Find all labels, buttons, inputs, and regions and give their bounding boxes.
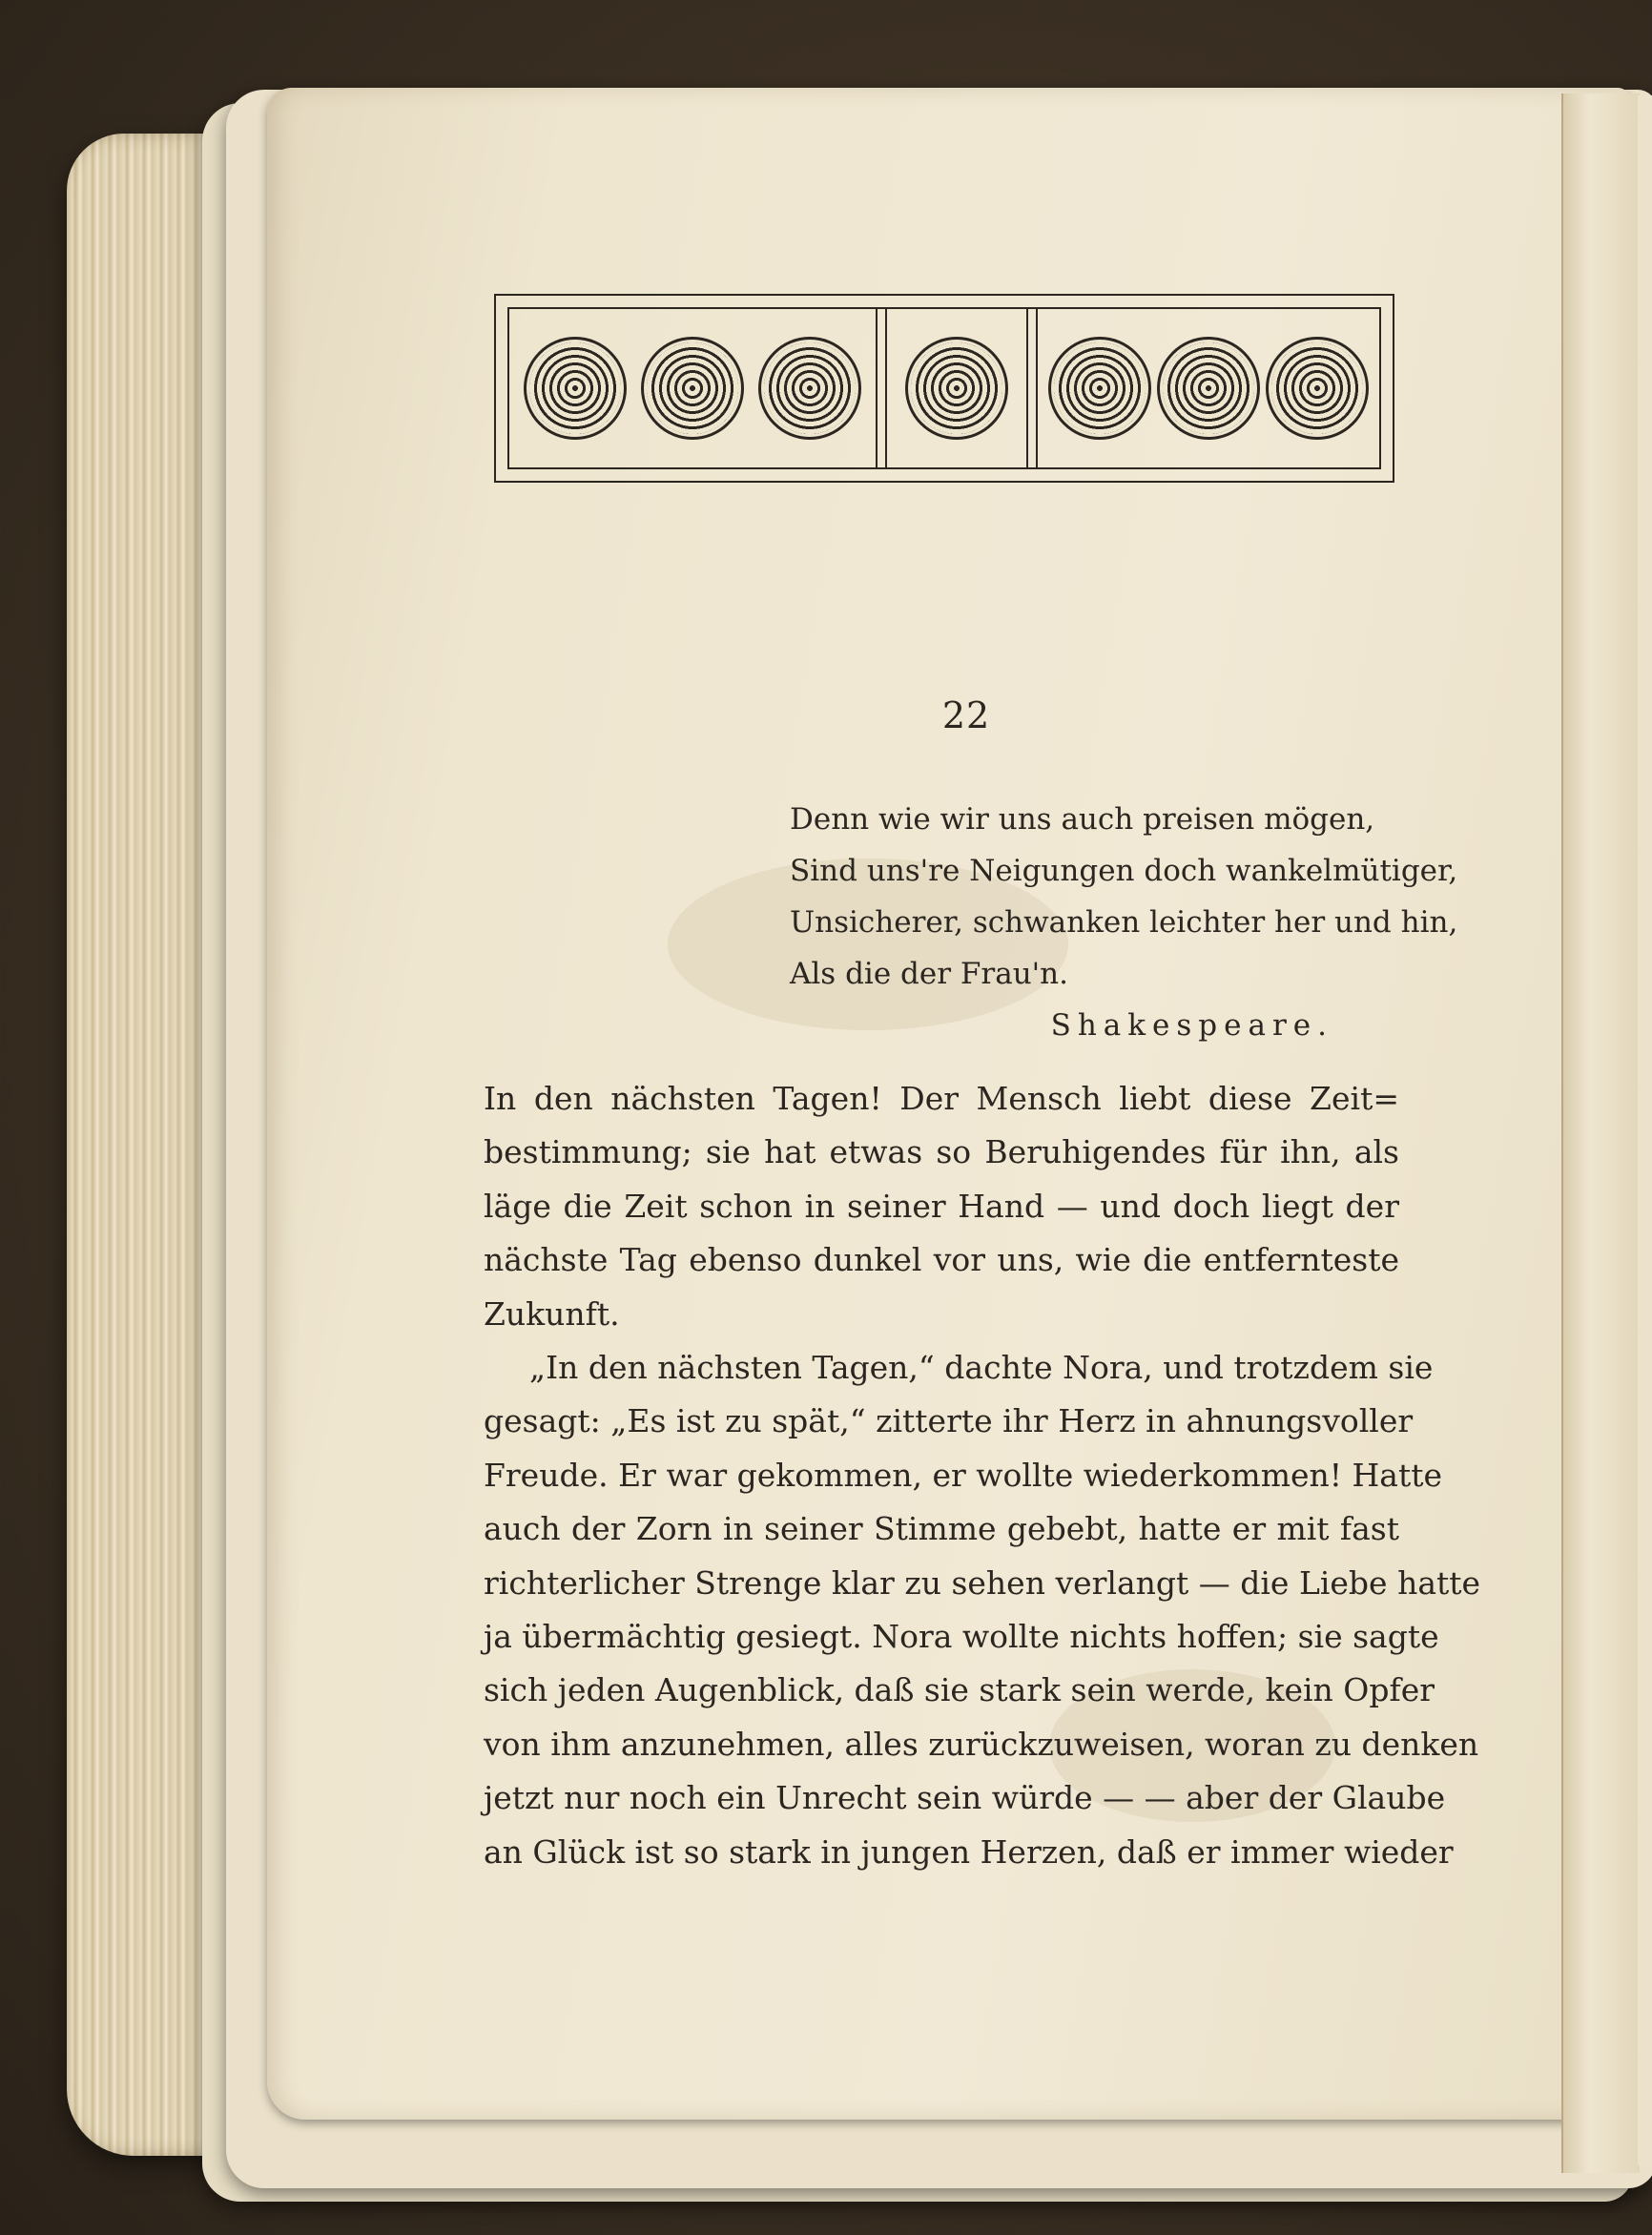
body-line: In den nächsten Tagen! Der Mensch liebt diese Zeit= (484, 1080, 1399, 1117)
body-line: bestimmung; sie hat etwas so Beruhigendes für ihn, als (484, 1133, 1399, 1171)
body-line: richterlicher Strenge klar zu sehen verlangt — die Liebe hatte (484, 1563, 1481, 1602)
ornament-frame (507, 307, 1381, 469)
epigraph (790, 794, 1458, 1051)
body-line: nächste Tag ebenso dunkel vor uns, wie die entfernteste (484, 1241, 1399, 1279)
epigraph-author: Shakespeare. (1050, 1008, 1333, 1043)
epigraph-line: Unsicherer, schwanken leichter her und hin, (790, 905, 1458, 940)
concentric-circle-ornament (1054, 342, 1146, 434)
concentric-circle-ornament (529, 342, 621, 434)
ornament-panel-right (1036, 309, 1379, 467)
concentric-circle-ornament (911, 342, 1002, 434)
body-line: von ihm anzunehmen, alles zurückzuweisen, woran zu denken (484, 1725, 1479, 1763)
body-line: „In den nächsten Tagen,“ dachte Nora, und trotzdem sie (529, 1349, 1434, 1387)
body-line: ja übermächtig gesiegt. Nora wollte nichts hoffen; sie sagte (484, 1618, 1439, 1656)
ornament-panel-left (509, 309, 878, 467)
concentric-circle-ornament (1271, 342, 1363, 434)
gutter (1561, 93, 1640, 2173)
concentric-circle-ornament (647, 342, 738, 434)
body-line: Zukunft. (484, 1294, 620, 1333)
body-line: an Glück ist so stark in jungen Herzen, daß er immer wieder (484, 1832, 1454, 1871)
epigraph-line: Als die der Frau'n. (790, 957, 1069, 991)
ornament-panel-middle (885, 309, 1028, 467)
epigraph-line: Denn wie wir uns auch preisen mögen, (790, 802, 1375, 837)
body-line: Freude. Er war gekommen, er wollte wiederkommen! Hatte (484, 1456, 1443, 1494)
ornament-banner (494, 294, 1394, 483)
body-line: läge die Zeit schon in seiner Hand — und doch liegt der (484, 1187, 1399, 1225)
body-line: jetzt nur noch ein Unrecht sein würde — — aber der Glaube (484, 1779, 1446, 1817)
body-line: gesagt: „Es ist zu spät,“ zitterte ihr Herz in ahnungsvoller (484, 1402, 1414, 1440)
body-line: sich jeden Augenblick, daß sie stark sein werde, kein Opfer (484, 1671, 1435, 1709)
concentric-circle-ornament (764, 342, 856, 434)
concentric-circle-ornament (1163, 342, 1254, 434)
epigraph-line: Sind uns're Neigungen doch wankelmütiger, (790, 854, 1458, 888)
body-text (484, 1072, 1481, 1879)
chapter-number: 22 (941, 694, 991, 736)
facing-page-edge (1638, 95, 1652, 2165)
body-line: auch der Zorn in seiner Stimme gebebt, hatte er mit fast (484, 1510, 1399, 1548)
